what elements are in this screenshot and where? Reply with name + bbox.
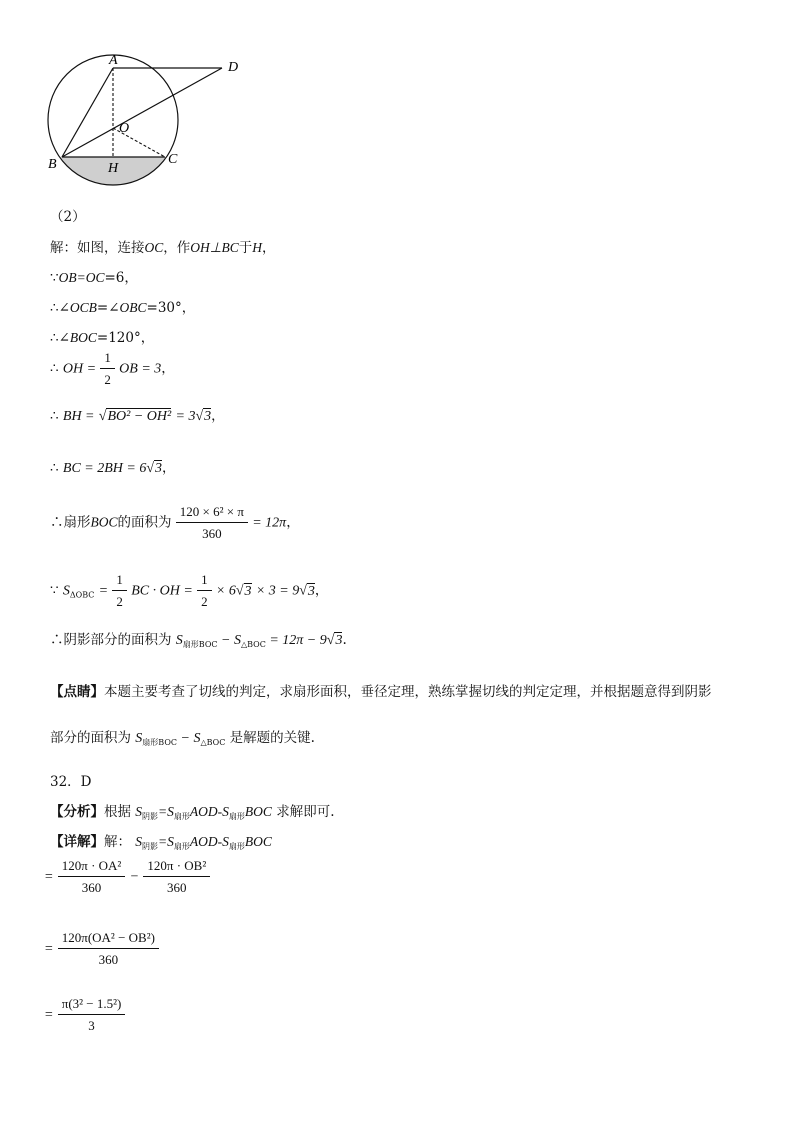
label-o: O [119, 121, 130, 136]
subscript: 扇形 [228, 842, 245, 851]
text: . [342, 632, 347, 648]
math: = 12π [252, 515, 287, 531]
radicand: 3 [335, 633, 343, 648]
subscript: 扇形BOC [182, 640, 218, 649]
denominator: 2 [116, 594, 123, 609]
subscript: 扇形 [173, 842, 190, 851]
tag: 【点睛】 [50, 684, 104, 700]
math: BC · OH = [131, 583, 193, 599]
denominator: 2 [201, 594, 208, 609]
denominator: 360 [167, 880, 187, 895]
math: BOC [90, 514, 118, 530]
label-d: D [228, 60, 239, 75]
sqrt-sign: √ [235, 583, 244, 599]
q32-head: 32．D [50, 774, 92, 790]
symbol: ∴ [50, 408, 59, 424]
fraction-simplified [58, 996, 126, 1034]
text: 根据 [104, 804, 131, 820]
denominator: 360 [81, 880, 102, 895]
text: 部分的面积为 [50, 730, 131, 746]
symbol: ∴ [50, 360, 59, 377]
math: = 12π − 9 [265, 633, 327, 648]
fraction-half [112, 572, 127, 610]
tag: 【详解】 [50, 834, 104, 850]
comment-line-1 [50, 680, 712, 700]
text: 求解即可. [276, 804, 335, 820]
math: OBC [119, 300, 147, 315]
math: OH = [62, 361, 97, 377]
text: 本题主要考查了切线的判定，求扇形面积，垂径定理，熟练掌握切线的判定定理，并根据题意得到阴影 [104, 684, 712, 700]
sqrt-sign: √ [98, 409, 107, 424]
tag: 【分析】 [50, 804, 104, 820]
symbol: ∵ [50, 270, 59, 286]
text: ∴阴影部分的面积为 [50, 632, 172, 648]
math: OCB [69, 300, 97, 315]
part-label: （2） [50, 209, 86, 225]
symbol: ∴∠ [50, 300, 70, 316]
solution-line-3 [50, 296, 195, 316]
fraction-sector-area [176, 504, 248, 542]
text: 于 [238, 240, 253, 256]
text: ∴扇形 [50, 514, 91, 531]
fraction-half [197, 572, 212, 610]
expr-line-2 [44, 930, 159, 968]
math: BOC [69, 330, 97, 345]
label-b: B [48, 157, 57, 172]
math: − [129, 869, 140, 885]
subscript: △BOC [240, 640, 266, 649]
text: 解： [104, 834, 131, 850]
numerator: π(3² − 1.5²) [58, 996, 126, 1015]
radicand: 3 [307, 583, 315, 599]
denominator: 360 [98, 952, 119, 967]
q32-analysis [50, 800, 335, 822]
denominator: 360 [202, 526, 222, 541]
math: × 3 = 9 [255, 583, 300, 599]
text: =30°， [146, 300, 196, 316]
solution-line-5 [50, 350, 175, 388]
math: =S [158, 804, 174, 819]
subscript: 阴影 [142, 812, 159, 821]
numerator: 1 [197, 572, 212, 591]
subscript: 阴影 [142, 842, 159, 851]
math: × 6 [215, 583, 236, 599]
math: S [62, 583, 70, 599]
comment-line-2 [50, 726, 315, 748]
solution-line-1 [50, 236, 276, 256]
subscript: 扇形 [173, 812, 190, 821]
solution-line-4 [50, 326, 154, 346]
text: =120°， [96, 330, 155, 346]
numerator: 120π · OA² [58, 858, 126, 877]
math: − S [177, 731, 201, 746]
math: BOC [244, 834, 272, 849]
radicand: BO² − OH² [107, 409, 172, 424]
text: ， [211, 408, 225, 424]
math: -S [217, 834, 229, 849]
numerator: 120 × 6² × π [176, 504, 248, 523]
numerator: 1 [112, 572, 127, 591]
math: OB=OC [58, 270, 105, 285]
fraction-combined [58, 930, 159, 968]
math: = [44, 1007, 54, 1023]
text: ， [314, 582, 329, 599]
expr-line-1 [44, 858, 210, 896]
solution-line-8 [50, 504, 300, 542]
math: -S [217, 804, 229, 819]
math: =S [158, 834, 174, 849]
radicand: 3 [244, 583, 252, 599]
subscript: 扇形BOC [142, 738, 178, 747]
text: =6， [104, 270, 138, 286]
math: = [44, 869, 54, 885]
fraction-half [100, 350, 115, 388]
subscript: ΔOBC [69, 590, 95, 600]
math: = [98, 583, 109, 599]
math: AOD [189, 834, 218, 849]
sqrt-sign: √ [326, 633, 335, 648]
radicand: 3 [155, 461, 163, 476]
label-h: H [108, 161, 119, 176]
text: ，作 [163, 240, 191, 256]
solution-line-2 [50, 266, 138, 286]
sqrt-sign: √ [146, 461, 155, 476]
numerator: 1 [100, 350, 115, 369]
symbol: ∵ [50, 582, 59, 599]
symbol: =∠ [96, 300, 120, 316]
denominator: 2 [104, 372, 111, 387]
math: BH = [62, 409, 95, 424]
text: 解：如图，连接 [50, 240, 145, 256]
fraction-sector-boc [143, 858, 210, 896]
math: = 3 [175, 409, 196, 424]
solution-line-6 [50, 404, 225, 425]
solution-line-9 [50, 572, 328, 610]
denominator: 3 [88, 1018, 95, 1033]
expr-line-3 [44, 996, 125, 1034]
math: OH⊥BC [190, 240, 239, 255]
math: S [175, 633, 183, 648]
math: = [44, 941, 54, 957]
math: OB = 3 [119, 361, 162, 377]
label-c: C [168, 152, 178, 167]
text: ， [161, 360, 175, 377]
text: 的面积为 [117, 514, 172, 531]
numerator: 120π(OA² − OB²) [58, 930, 159, 949]
subscript: △BOC [200, 738, 226, 747]
subscript: 扇形 [228, 812, 245, 821]
text: ， [286, 514, 300, 531]
math: S [135, 834, 143, 849]
math: − S [217, 633, 241, 648]
radicand: 3 [204, 409, 212, 424]
numerator: 120π · OB² [143, 858, 210, 877]
label-a: A [109, 53, 118, 68]
math: AOD [189, 804, 218, 819]
text: 是解题的关键. [229, 730, 315, 746]
text: ， [162, 460, 176, 476]
math: S [135, 731, 143, 746]
math: S [135, 804, 143, 819]
symbol: ∴ [50, 460, 59, 476]
symbol: ∴∠ [50, 330, 70, 346]
math: BOC [244, 804, 272, 819]
math: OC [144, 240, 164, 255]
q32-detail [50, 830, 272, 852]
solution-line-7 [50, 456, 176, 477]
sqrt-sign: √ [299, 583, 307, 599]
sqrt-sign: √ [195, 409, 204, 424]
chord-ab [62, 68, 113, 157]
math: BC = 2BH = 6 [62, 461, 147, 476]
solution-line-10 [50, 628, 347, 650]
fraction-sector-aod [58, 858, 126, 896]
math: H [252, 240, 263, 255]
geometry-figure [0, 0, 800, 200]
text: ， [262, 240, 276, 256]
